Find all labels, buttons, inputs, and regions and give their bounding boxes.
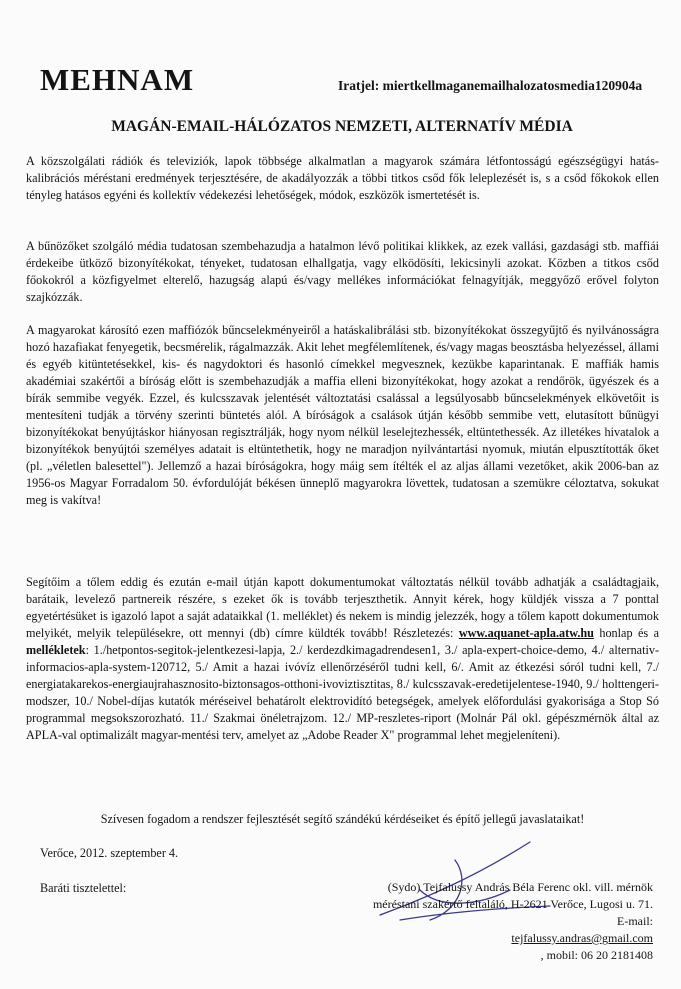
paragraph-2: A bűnözőket szolgáló média tudatosan szembehazudja a hatalmon lévő politikai klikkek, az ezek vallási, gazdasági stb. maffiái érdekeibe ütköző bizonyítékokat, tényeket, tudatosan elhallgatja, vagy elködösíti, lekicsinyli azokat. Közben a titkos csőd főokokról a közfigyelmet elterelő, hazugság alapú és/vagy mellékes információkat felnagyítják, meggyőző erővel folyton szajkózzák. bbox=[26, 239, 659, 304]
paragraph-4-text-c: : 1./hetpontos-segitok-jelentkezesi-lapja, 2./ kerdezdkimagadrendesen1, 3./ apla-expert-choice-demo, 4./ alternativ-informacios-apla-system-120712, 5./ Amit a hazai ivóvíz ellenőrzéséről tudni kell, 6/. Amit az étkezési sóról tudni kell, 7./ energiatakarekos-energiaujrahasznosito-biztonsagos-otthoni-ivoviztisztitas, 8./ kulcsszavak-eredetijelentese-1940, 9./ holttengeri-modszer, 10./ Nobel-díjas kutatók méréseivel behatárolt elektrovidító betegségek, amelyek előfordulási gyakorisága a Stop Só programmal megsokszorozható. 11./ Szakmai önéletrajzom. 12./ MP-reszletes-riport (Molnár Pál okl. gépészmérnök által az APLA-val optimalizált magyar-mentési terv, amelyet az „Adobe Reader X" programmal lehet megjeleníteni). bbox=[26, 643, 659, 742]
signature-block bbox=[373, 879, 653, 964]
paragraph-4-text-b: honlap és a bbox=[593, 626, 659, 640]
regards-line: Baráti tisztelettel: bbox=[40, 881, 127, 895]
paragraph-3: A magyarokat károsító ezen maffiózók bűncselekményeiről a hatáskalibrálási stb. bizonyítékokat összegyűjtő és nyilvánosságra hozó hazafiakat fenyegetik, becsmérelik, rágalmazzák. Akit lehet megfélemlítenek, és/vagy magas beosztásba helyezéssel, állami és egyéb kitüntetésekkel, kis- és nagydoktori és hasonló címekkel megvesznek, kezükbe kaparintanak. E maffiák hamis akadémiai szakértői a bíróság előtt is szembehazudják a maffia elleni bizonyítékokat, hogy azokat a rendőrök, ügyészek és a bírák semmibe vegyék. Ezzel, és kulcsszavak jelentését változtatási csalással a legsúlyosabb bűncselekmények elkövetőit is mentesíteni tudják a törvény szerinti büntetés alól. A bíróságok a csalások útján később semmibe vett, elutasított bűnügyi bizonyítékokat benyújtáskor hiányosan regisztrálják, hogy nyom nélkül leselejtezhessék, eltüntethessék. Az illetékes hivatalok a bizonyítékok benyújtói személyes adatait is eltüntethetik, hogy ne maradjon nyilvántartási nyomuk, miután elpusztították őket (pl. „véletlen balesettel"). Jellemző a hazai bíróságokra, hogy máig sem ítélték el az aljas állami vezetőket, akik 2006-ban az 1956-os Magyar Forradalom 50. évfordulóját békésen ünneplő magyarokra lövettek, tudatosan a szemükre céloztatva, sokukat meg is vakítva! bbox=[26, 323, 659, 507]
contact-line bbox=[373, 913, 653, 964]
website-link[interactable]: www.aquanet-apla.atw.hu bbox=[458, 626, 594, 640]
signer-name: (Sydo) Tejfalussy András Béla Ferenc okl. vill. mérnök bbox=[387, 880, 653, 894]
attachments-label: mellékletek bbox=[26, 643, 86, 657]
document-title: MEHNAM bbox=[40, 62, 195, 97]
mobile-number: , mobil: 06 20 2181408 bbox=[540, 948, 653, 962]
date-line: Verőce, 2012. szeptember 4. bbox=[40, 846, 179, 860]
document-subtitle: MAGÁN-EMAIL-HÁLÓZATOS NEMZETI, ALTERNATÍV MÉDIA bbox=[111, 118, 573, 135]
document-reference: Iratjel: miertkellmaganemailhalozatosmedia120904a bbox=[338, 78, 643, 93]
email-link[interactable]: tejfalussy.andras@gmail.com bbox=[511, 931, 653, 945]
signer-address: méréstani szakértő feltaláló, H-2621 Verőce, Lugosi u. 71. bbox=[372, 897, 653, 911]
paragraph-4 bbox=[26, 574, 659, 744]
email-label: E-mail: bbox=[617, 914, 653, 928]
paragraph-4-text-a: Segítőim a tőlem eddig és ezután e-mail útján kapott dokumentumokat változtatás nélkül tovább adhatják a családtagjaik, barátaik, levelező partnereik részére, s ezeket ők is tovább terjeszthetik. Annyit kérek, hogy küldjék vissza a 7 ponttal egyetértésüket is igazoló lapot a saját adataikkal (1. melléklet) és nekem is mindig jelezzék, hogy a tőlem kapott dokumentumok melyikét, melyik településekre, ott mennyi (db) címre küldték tovább! Részletezés: bbox=[26, 575, 659, 640]
paragraph-1: A közszolgálati rádiók és televiziók, lapok többsége alkalmatlan a magyarok számára létfontosságú egészségügyi hatás-kalibrációs méréstani eredmények terjesztésére, de akadályozzák a többi titkos csőd fők leleplezését is, s a csőd főkokok ellen tényleg hatásos egyéni és kollektív védekezési lehetőségek, módok, eszközök ismertetését is. bbox=[26, 154, 659, 202]
closing-line: Szívesen fogadom a rendszer fejlesztését segítő szándékú kérdéseiket és építő jellegű javaslataikat! bbox=[100, 812, 585, 826]
